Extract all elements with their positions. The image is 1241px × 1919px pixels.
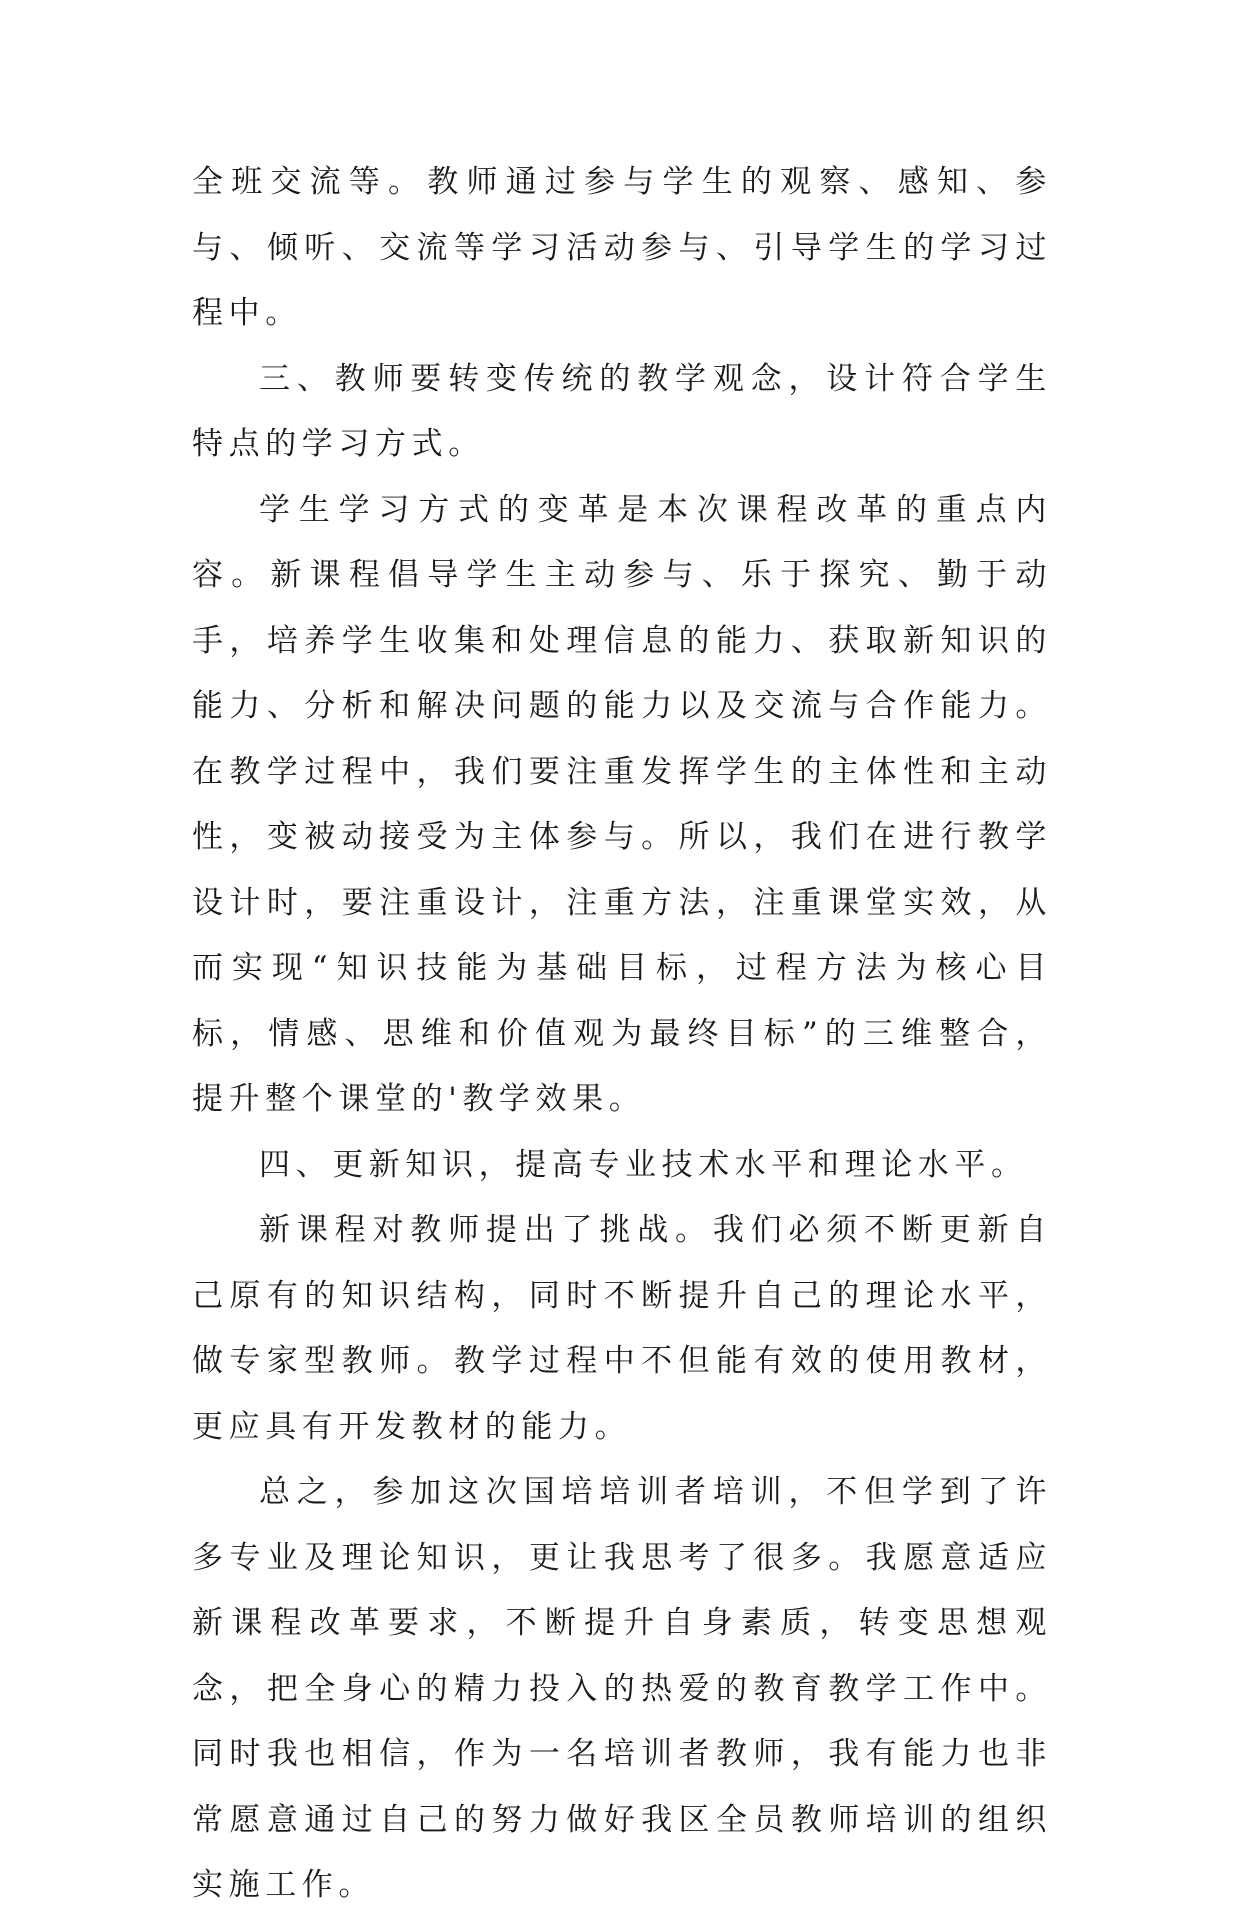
heading-section-three: 三、教师要转变传统的教学观念，设计符合学生特点的学习方式。 — [192, 360, 1052, 462]
paragraph-update-knowledge: 新课程对教师提出了挑战。我们必须不断更新自己原有的知识结构，同时不断提升自己的理论水平，做专家型教师。教学过程中不但能有效的使用教材，更应具有开发教材的能力。 — [192, 1212, 1052, 1445]
paragraph-continuation: 全班交流等。教师通过参与学生的观察、感知、参与、倾听、交流等学习活动参与、引导学生的学习过程中。 — [192, 164, 1052, 331]
document-body — [192, 150, 1052, 1919]
heading-section-four: 四、更新知识，提高专业技术水平和理论水平。 — [259, 1146, 1028, 1183]
paragraph-conclusion: 总之，参加这次国培培训者培训，不但学到了许多专业及理论知识，更让我思考了很多。我愿意适应新课程改革要求，不断提升自身素质，转变思想观念，把全身心的精力投入的热爱的教育教学工作中。同时我也相信，作为一名培训者教师，我有能力也非常愿意通过自己的努力做好我区全员教师培训的组织实施工作。 — [192, 1474, 1052, 1903]
paragraph-learning-methods: 学生学习方式的变革是本次课程改革的重点内容。新课程倡导学生主动参与、乐于探究、勤于动手，培养学生收集和处理信息的能力、获取新知识的能力、分析和解决问题的能力以及交流与合作能力。在教学过程中，我们要注重发挥学生的主体性和主动性，变被动接受为主体参与。所以，我们在进行教学设计时，要注重设计，注重方法，注重课堂实效，从而实现“知识技能为基础目标，过程方法为核心目标，情感、思维和价值观为最终目标”的三维整合，提升整个课堂的'教学效果。 — [192, 491, 1052, 1117]
